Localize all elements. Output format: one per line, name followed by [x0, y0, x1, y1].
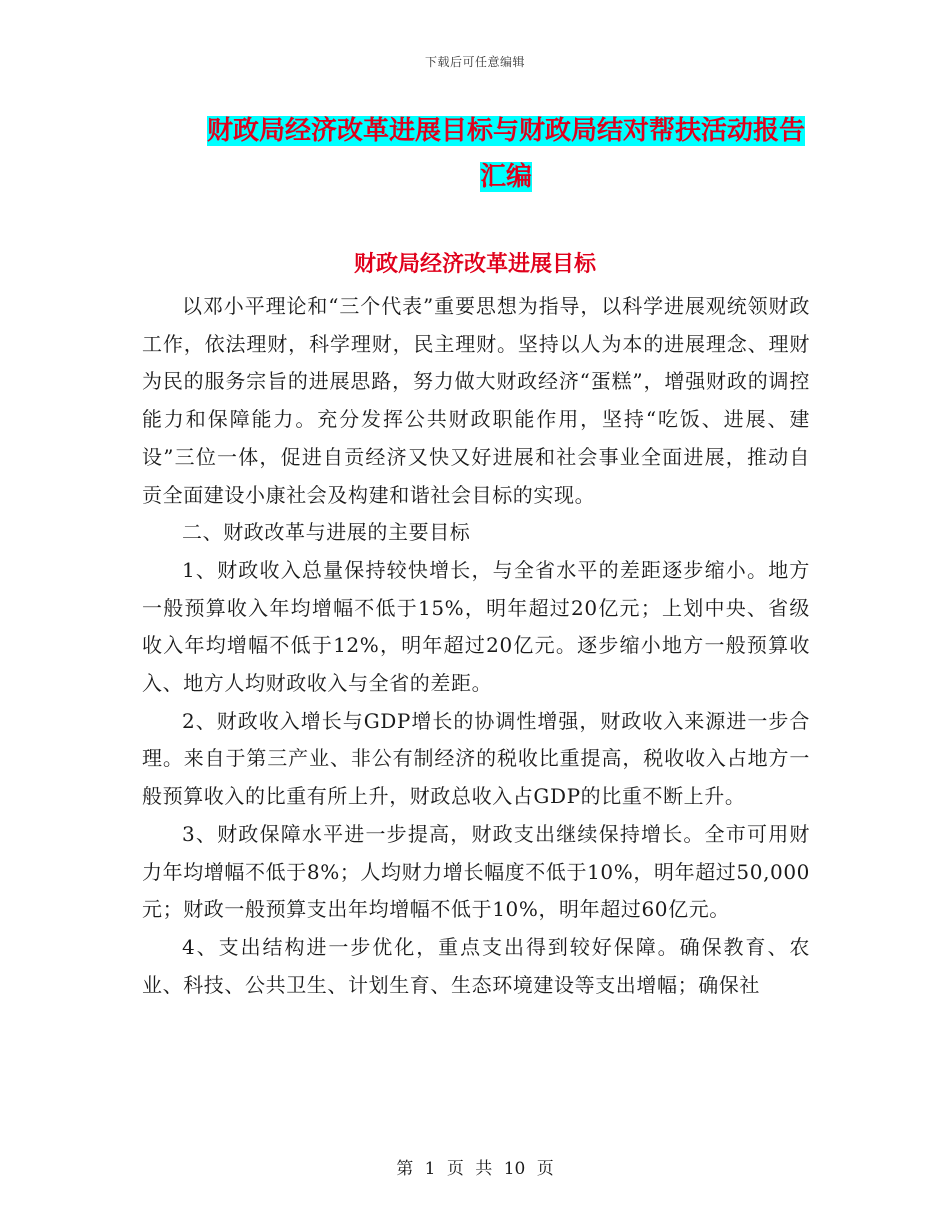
document-title-text: 财政局经济改革进展目标与财政局结对帮扶活动报告汇编 [206, 116, 805, 192]
paragraph-heading: 二、财政改革与进展的主要目标 [182, 520, 471, 545]
section-title: 财政局经济改革进展目标 [353, 251, 596, 277]
document-title [196, 108, 816, 200]
paragraph: 2、财政收入增长与GDP增长的协调性增强，财政收入来源进一步合理。来自于第三产业、非公有制经济的税收比重提高，税收收入占地方一般预算收入的比重有所上升，财政总收入占GDP的比重不断上升。 [142, 708, 810, 809]
paragraph: 1、财政收入总量保持较快增长，与全省水平的差距逐步缩小。地方一般预算收入年均增幅不低于15%，明年超过20亿元；上划中央、省级收入年均增幅不低于12%，明年超过20亿元。逐步缩小地方一般预算收入、地方人均财政收入与全省的差距。 [142, 557, 810, 696]
paragraph: 3、财政保障水平进一步提高，财政支出继续保持增长。全市可用财力年均增幅不低于8%；人均财力增长幅度不低于10%，明年超过50,000元；财政一般预算支出年均增幅不低于10%，明年超过60亿元。 [142, 821, 810, 922]
header-note: 下载后可任意编辑 [424, 55, 525, 69]
paragraph: 4、支出结构进一步优化，重点支出得到较好保障。确保教育、农业、科技、公共卫生、计划生育、生态环境建设等支出增幅；确保社 [142, 934, 810, 997]
paragraph: 以邓小平理论和“三个代表”重要思想为指导，以科学进展观统领财政工作，依法理财，科学理财，民主理财。坚持以人为本的进展理念、理财为民的服务宗旨的进展思路，努力做大财政经济“蛋糕”，增强财政的调控能力和保障能力。充分发挥公共财政职能作用，坚持“吃饭、进展、建设”三位一体，促进自贡经济又快又好进展和社会事业全面进展，推动自贡全面建设小康社会及构建和谐社会目标的实现。 [142, 294, 810, 507]
document-body [142, 288, 810, 1004]
page-footer: 第 1 页 共 10 页 [396, 1159, 554, 1179]
